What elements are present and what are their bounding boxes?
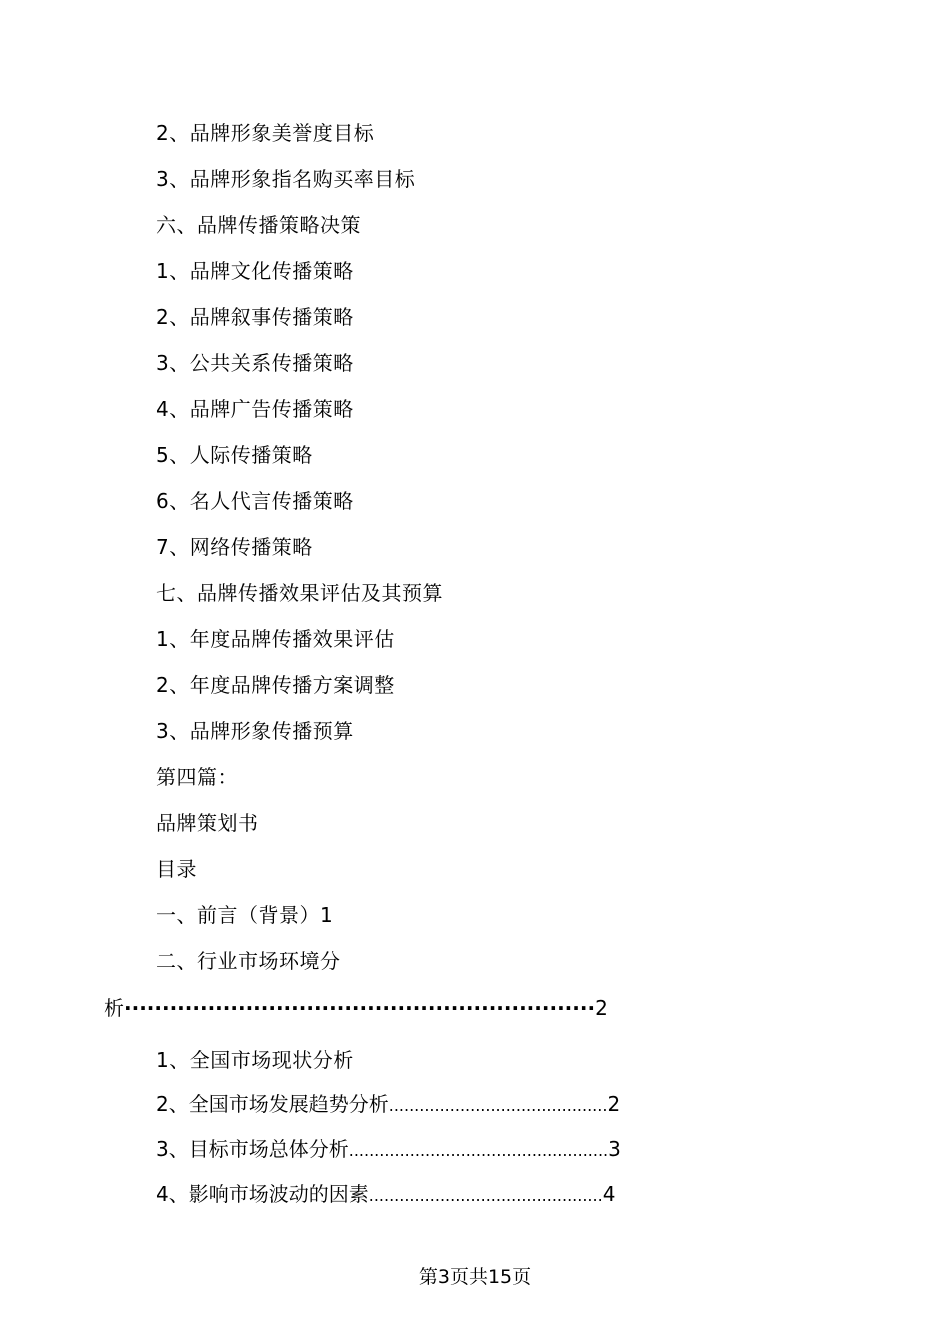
document-title: 品牌策划书 bbox=[156, 811, 259, 835]
toc-line: 3、品牌形象指名购买率目标 bbox=[156, 167, 416, 191]
toc-wrap-head: 析 bbox=[104, 996, 124, 1020]
toc-line: 5、人际传播策略 bbox=[156, 443, 313, 467]
toc-line: 3、品牌形象传播预算 bbox=[156, 719, 354, 743]
toc-leader-dots: .............................................. bbox=[368, 1186, 603, 1205]
toc-entry-title: 4、影响市场波动的因素 bbox=[156, 1182, 369, 1206]
toc-line: 6、名人代言传播策略 bbox=[156, 489, 354, 513]
toc-page-number: 2 bbox=[607, 1092, 621, 1116]
contents-heading: 目录 bbox=[156, 857, 197, 881]
toc-leader-dots: ................................................... bbox=[348, 1141, 609, 1160]
toc-line: 2、品牌叙事传播策略 bbox=[156, 305, 354, 329]
toc-section-heading: 六、品牌传播策略决策 bbox=[156, 213, 361, 237]
toc-entry: 一、前言（背景）1 bbox=[156, 903, 334, 927]
toc-line: 3、公共关系传播策略 bbox=[156, 351, 354, 375]
toc-entry: 二、行业市场环境分 bbox=[156, 949, 341, 973]
toc-line: 7、网络传播策略 bbox=[156, 535, 313, 559]
part-heading: 第四篇： bbox=[156, 765, 238, 789]
toc-entry-title: 2、全国市场发展趋势分析 bbox=[156, 1092, 389, 1116]
toc-section-heading: 七、品牌传播效果评估及其预算 bbox=[156, 581, 443, 605]
toc-entry-wrap bbox=[104, 995, 608, 1021]
page-footer: 第3页共15页 bbox=[418, 1266, 532, 1288]
toc-line: 1、全国市场现状分析 bbox=[156, 1048, 354, 1072]
toc-entry bbox=[156, 1091, 620, 1119]
toc-leader-dots: ........................................... bbox=[388, 1096, 608, 1115]
toc-entry bbox=[156, 1136, 621, 1164]
toc-page-number: 4 bbox=[602, 1182, 616, 1206]
toc-entry-title: 3、目标市场总体分析 bbox=[156, 1137, 349, 1161]
toc-line: 1、品牌文化传播策略 bbox=[156, 259, 354, 283]
toc-entry bbox=[156, 1181, 615, 1209]
toc-line: 2、年度品牌传播方案调整 bbox=[156, 673, 395, 697]
toc-leader-dots: ······························································ bbox=[124, 996, 596, 1020]
toc-page-number: 2 bbox=[595, 996, 608, 1020]
toc-line: 4、品牌广告传播策略 bbox=[156, 397, 354, 421]
toc-page-number: 3 bbox=[608, 1137, 621, 1161]
toc-line: 2、品牌形象美誉度目标 bbox=[156, 121, 375, 145]
toc-line: 1、年度品牌传播效果评估 bbox=[156, 627, 395, 651]
